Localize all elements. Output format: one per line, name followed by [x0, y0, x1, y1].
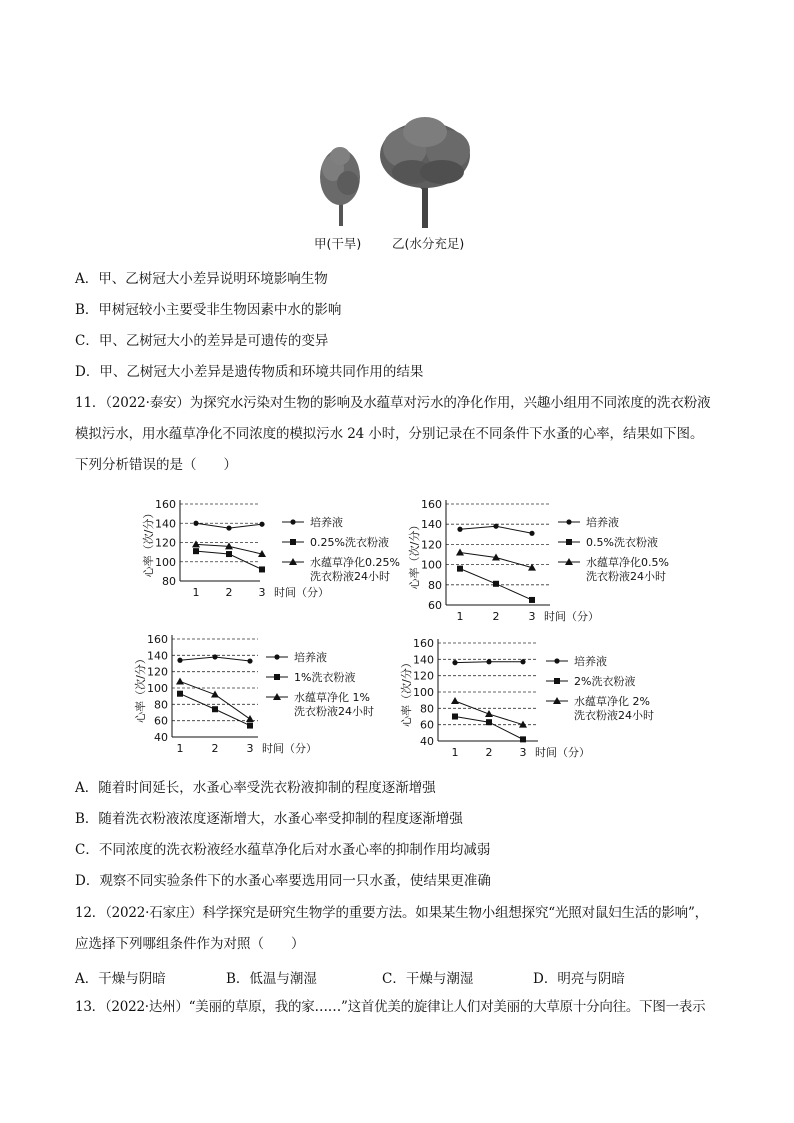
data-point	[529, 597, 535, 603]
x-tick-label: 3	[246, 742, 254, 755]
data-point	[177, 658, 182, 663]
x-tick-label: 1	[176, 742, 184, 755]
y-tick-label: 60	[154, 714, 168, 728]
q11-option-b: B．随着洗衣粉液浓度逐渐增大，水蚤心率受抑制的程度逐渐增强	[75, 811, 463, 827]
data-point	[259, 566, 265, 572]
y-tick-label: 60	[420, 718, 434, 732]
data-point	[485, 710, 493, 717]
y-tick-label: 40	[154, 731, 168, 744]
legend-label: 水蕴草净化0.25%	[310, 556, 400, 569]
q11-option-c: C．不同浓度的洗衣粉液经水蕴草净化后对水蚤心率的抑制作用均减弱	[75, 842, 491, 858]
data-point	[192, 540, 200, 547]
y-tick-label: 40	[420, 735, 434, 748]
q10-option-b: B．甲树冠较小主要受非生物因素中水的影响	[75, 302, 342, 318]
y-tick-label: 140	[155, 517, 176, 531]
q12-stem-line1: 12．（2022·石家庄）科学探究是研究生物学的重要方法。如果某生物小组想探究“光照对鼠妇生活的影响”，	[75, 905, 708, 921]
y-tick-label: 100	[147, 682, 168, 695]
data-point	[193, 548, 199, 554]
q10-option-d: D．甲、乙树冠大小差异是遗传物质和环境共同作用的结果	[75, 364, 424, 380]
y-axis-title: 心率（次/分）	[142, 507, 155, 578]
legend-marker	[566, 539, 572, 545]
legend-label: 培养液	[574, 655, 607, 668]
data-point	[451, 697, 459, 704]
q11-stem-line3: 下列分析错误的是（ ）	[75, 457, 237, 473]
legend-marker	[554, 678, 560, 684]
x-tick-label: 1	[192, 586, 200, 599]
y-tick-label: 140	[421, 518, 442, 532]
data-point	[226, 551, 232, 557]
y-tick-label: 120	[147, 665, 168, 679]
y-tick-label: 80	[428, 578, 442, 592]
y-tick-label: 160	[421, 498, 442, 511]
tree-figure	[300, 110, 500, 235]
q11-stem-line2: 模拟污水，用水蕴草净化不同浓度的模拟污水 24 小时，分别记录在不同条件下水蚤的心率，结果如下图。	[75, 426, 704, 442]
data-point	[247, 723, 253, 729]
q10-option-a: A．甲、乙树冠大小差异说明环境影响生物	[75, 271, 328, 287]
legend-marker	[566, 519, 571, 524]
y-tick-label: 80	[154, 698, 168, 712]
data-point	[529, 531, 534, 536]
data-point	[259, 522, 264, 527]
x-axis-title: 时间（分）	[544, 610, 599, 623]
x-tick-label: 3	[528, 610, 536, 623]
data-point	[486, 659, 491, 664]
q12-stem-line2: 应选择下列哪组条件作为对照（ ）	[75, 936, 305, 952]
q11-stem-line1: 11．（2022·泰安）为探究水污染对生物的影响及水蕴草对污水的净化作用，兴趣小组用不同浓度的洗衣粉液	[75, 395, 711, 411]
chart-0.5pct	[398, 494, 688, 626]
legend-label: 0.5%洗衣粉液	[586, 536, 658, 549]
legend-marker	[274, 674, 280, 680]
q11-option-a: A．随着时间延长，水蚤心率受洗衣粉液抑制的程度逐渐增强	[75, 780, 436, 796]
y-tick-label: 120	[413, 669, 434, 683]
chart-2pct	[398, 636, 678, 762]
y-tick-label: 140	[413, 653, 434, 667]
legend-marker	[290, 519, 295, 524]
legend-label: 洗衣粉液24小时	[574, 709, 654, 722]
x-tick-label: 3	[519, 746, 527, 759]
data-point	[211, 691, 219, 698]
data-point	[456, 548, 464, 555]
series-square	[452, 714, 526, 743]
y-tick-label: 140	[147, 649, 168, 663]
data-point	[520, 659, 525, 664]
data-point	[247, 658, 252, 663]
y-tick-label: 100	[413, 686, 434, 699]
y-tick-label: 80	[420, 702, 434, 716]
x-tick-label: 2	[225, 586, 233, 599]
x-tick-label: 2	[492, 610, 500, 623]
legend-label: 培养液	[310, 516, 343, 529]
legend-label: 1%洗衣粉液	[294, 671, 356, 684]
q13-stem-line1: 13．（2022·达州）“美丽的草原，我的家……”这首优美的旋律让人们对美丽的大草原十分向往。下图一表示	[75, 999, 706, 1015]
x-axis-title: 时间（分）	[535, 746, 590, 759]
q12-option-a: A．干燥与阴暗	[75, 971, 166, 987]
data-point	[493, 524, 498, 529]
q10-option-c: C．甲、乙树冠大小的差异是可遗传的变异	[75, 333, 329, 349]
series-triangle	[176, 677, 254, 722]
y-tick-label: 80	[162, 575, 176, 588]
data-point	[246, 715, 254, 722]
legend-marker	[274, 654, 279, 659]
legend-label: 0.25%洗衣粉液	[310, 536, 389, 549]
y-tick-label: 60	[428, 599, 442, 612]
series-line	[180, 681, 250, 719]
legend-label: 水蕴草净化 2%	[574, 695, 650, 708]
data-point	[226, 525, 231, 530]
x-axis-title: 时间（分）	[274, 586, 329, 599]
legend-label: 2%洗衣粉液	[574, 675, 636, 688]
y-tick-label: 160	[155, 498, 176, 511]
x-tick-label: 3	[258, 586, 266, 599]
tree-b-sufficient-water	[380, 117, 470, 228]
x-tick-label: 1	[456, 610, 464, 623]
series-circle	[177, 654, 252, 663]
legend-label: 洗衣粉液24小时	[294, 705, 374, 718]
data-point	[452, 660, 457, 665]
data-point	[212, 706, 218, 712]
series-circle	[452, 659, 525, 665]
data-point	[520, 736, 526, 742]
x-axis-title: 时间（分）	[262, 742, 317, 755]
tree-a-drought	[320, 147, 360, 226]
data-point	[457, 527, 462, 532]
legend-label: 水蕴草净化 1%	[294, 691, 370, 704]
data-point	[212, 654, 217, 659]
series-triangle	[456, 548, 536, 570]
legend-label: 洗衣粉液24小时	[586, 570, 666, 583]
data-point	[493, 581, 499, 587]
tree-a-caption: 甲(干旱)	[314, 236, 362, 251]
q12-option-c: C．干燥与潮湿	[382, 971, 474, 987]
data-point	[176, 677, 184, 684]
y-tick-label: 120	[155, 536, 176, 550]
y-tick-label: 160	[413, 637, 434, 650]
legend-label: 培养液	[586, 516, 619, 529]
x-tick-label: 1	[451, 746, 459, 759]
y-tick-label: 120	[421, 538, 442, 552]
y-axis-title: 心率（次/分）	[134, 653, 147, 723]
y-tick-label: 100	[155, 555, 176, 569]
data-point	[457, 566, 463, 572]
q11-option-d: D．观察不同实验条件下的水蚤心率要选用同一只水蚤，使结果更准确	[75, 873, 491, 889]
series-square	[457, 566, 535, 603]
x-tick-label: 2	[485, 746, 493, 759]
chart-1pct	[134, 632, 405, 758]
data-point	[193, 521, 198, 526]
legend-label: 培养液	[294, 651, 327, 664]
legend-marker	[290, 539, 296, 545]
legend-marker	[554, 658, 559, 663]
chart-0.25pct	[140, 494, 405, 606]
y-axis-title: 心率（次/分）	[408, 519, 421, 590]
data-point	[452, 714, 458, 720]
tree-b-caption: 乙(水分充足)	[392, 236, 465, 251]
legend-label: 水蕴草净化0.5%	[586, 556, 669, 569]
y-axis-title: 心率（次/分）	[400, 657, 413, 727]
q12-option-b: B．低温与潮湿	[226, 971, 317, 987]
data-point	[486, 719, 492, 725]
y-tick-label: 160	[147, 633, 168, 646]
legend-label: 洗衣粉液24小时	[310, 570, 390, 583]
series-circle	[193, 521, 264, 531]
q12-option-d: D．明亮与阴暗	[533, 971, 625, 987]
x-tick-label: 2	[211, 742, 219, 755]
data-point	[177, 691, 183, 697]
series-circle	[457, 524, 534, 536]
y-tick-label: 100	[421, 558, 442, 572]
